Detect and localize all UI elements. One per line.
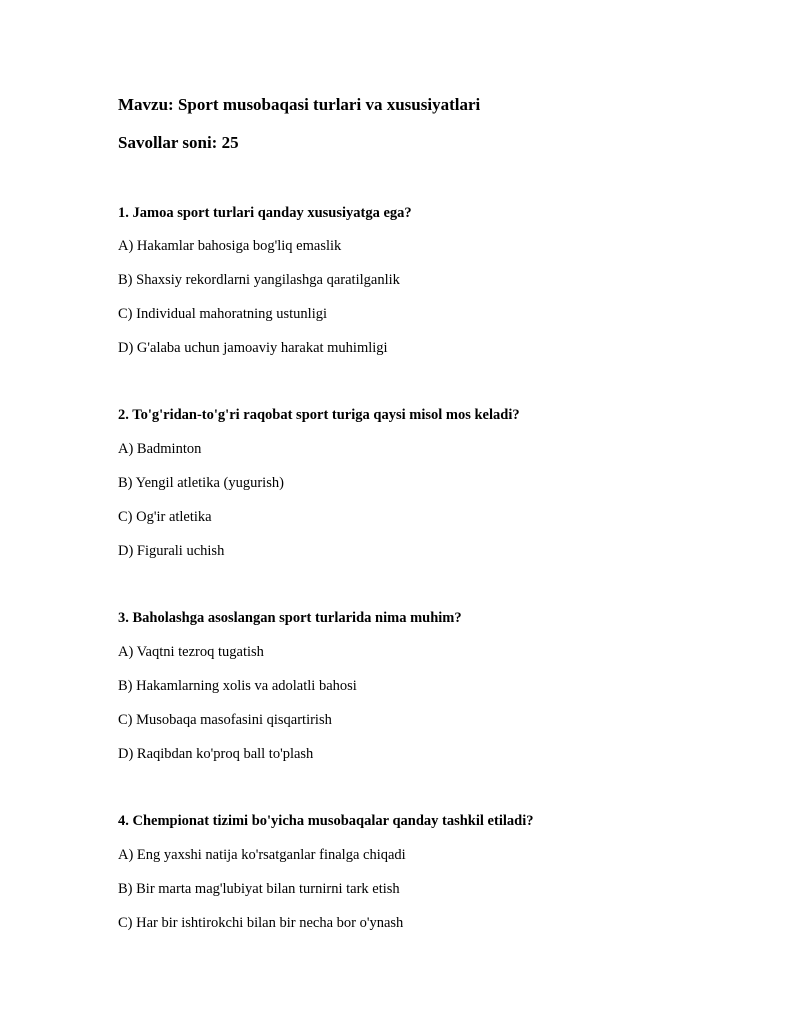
option-d: D) Figurali uchish — [118, 543, 225, 559]
option-a: A) Eng yaxshi natija ko'rsatganlar finalga chiqadi — [118, 847, 406, 863]
option-d: D) G'alaba uchun jamoaviy harakat muhimligi — [118, 340, 388, 356]
option-b: B) Yengil atletika (yugurish) — [118, 475, 284, 491]
question-text: 1. Jamoa sport turlari qanday xususiyatga ega? — [118, 205, 412, 221]
option-a: A) Badminton — [118, 441, 202, 457]
option-a: A) Hakamlar bahosiga bog'liq emaslik — [118, 238, 342, 254]
question-block-1 — [118, 204, 758, 356]
topic-title: Mavzu: Sport musobaqasi turlari va xususiyatlari — [118, 95, 481, 114]
question-text: 4. Chempionat tizimi bo'yicha musobaqalar qanday tashkil etiladi? — [118, 813, 534, 829]
question-block-2 — [118, 406, 758, 559]
option-c: C) Har bir ishtirokchi bilan bir necha bor o'ynash — [118, 915, 404, 931]
question-block-4 — [118, 812, 758, 931]
question-text: 2. To'g'ridan-to'g'ri raqobat sport turiga qaysi misol mos keladi? — [118, 407, 520, 423]
option-d: D) Raqibdan ko'proq ball to'plash — [118, 746, 314, 762]
question-count: Savollar soni: 25 — [118, 133, 239, 152]
option-a: A) Vaqtni tezroq tugatish — [118, 644, 264, 660]
option-c: C) Musobaqa masofasini qisqartirish — [118, 712, 332, 728]
option-c: C) Og'ir atletika — [118, 509, 212, 525]
question-block-3 — [118, 609, 758, 762]
option-b: B) Hakamlarning xolis va adolatli bahosi — [118, 678, 357, 694]
option-c: C) Individual mahoratning ustunligi — [118, 306, 328, 322]
question-text: 3. Baholashga asoslangan sport turlarida nima muhim? — [118, 610, 462, 626]
option-b: B) Shaxsiy rekordlarni yangilashga qaratilganlik — [118, 272, 400, 288]
option-b: B) Bir marta mag'lubiyat bilan turnirni tark etish — [118, 881, 400, 897]
